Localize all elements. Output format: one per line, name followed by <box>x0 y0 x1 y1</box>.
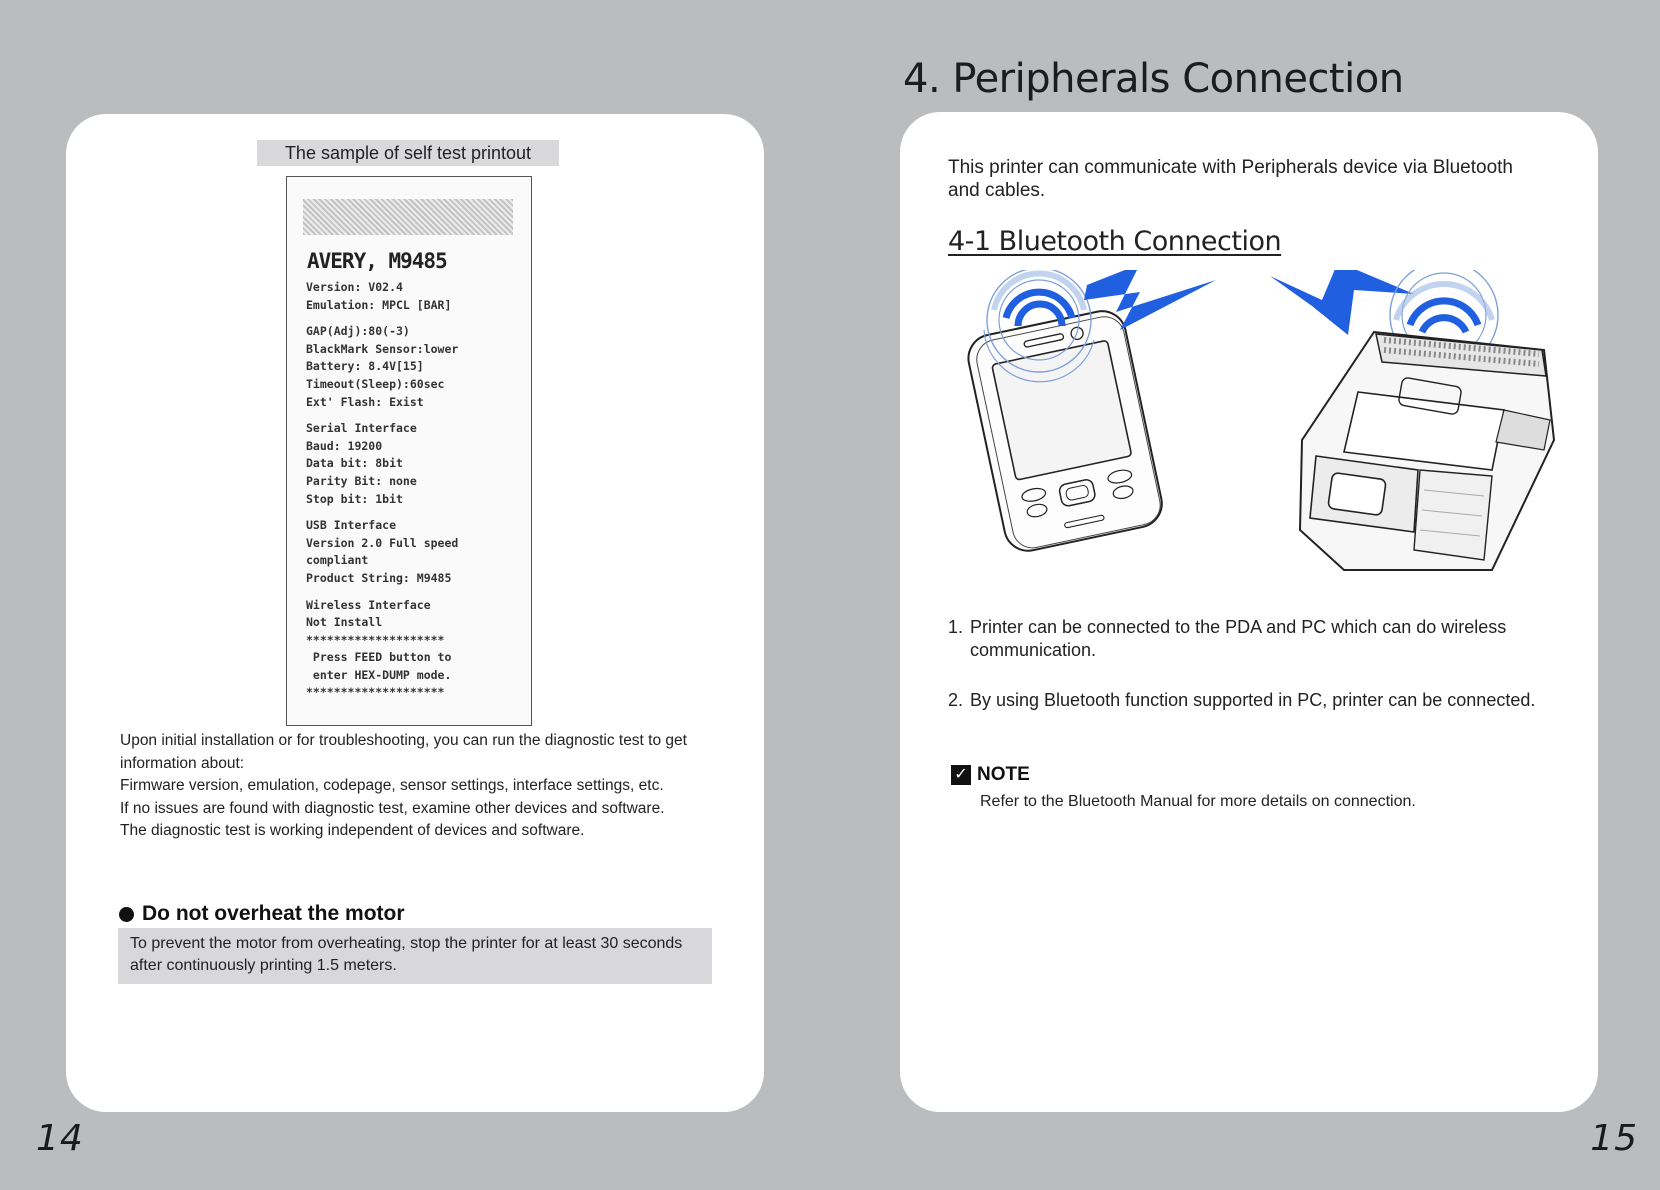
note-text: Refer to the Bluetooth Manual for more details on connection. <box>980 793 1416 810</box>
body-line: If no issues are found with diagnostic test, examine other devices and software. <box>120 799 665 817</box>
printout-header-pattern <box>303 199 513 235</box>
note-heading <box>951 764 1030 786</box>
printout-caption: The sample of self test printout <box>257 140 559 166</box>
printout-wireless-block: Wireless Interface Not Install ******************** Press FEED button to enter HEX-DUMP mode. ******************** <box>306 597 452 700</box>
page-number-right: 15 <box>1590 1118 1638 1159</box>
list-text: Printer can be connected to the PDA and PC which can do wireless communication. <box>970 617 1507 660</box>
section-title: 4. Peripherals Connection <box>903 56 1404 102</box>
subsection-title: 4-1 Bluetooth Connection <box>948 226 1282 257</box>
intro-line: This printer can communicate with Peripherals device via Bluetooth <box>948 157 1513 178</box>
list-number: 1. <box>948 617 964 637</box>
bluetooth-illustration <box>944 270 1574 590</box>
printout-lines <box>306 279 458 702</box>
right-content-panel <box>900 112 1598 1112</box>
body-line: The diagnostic test is working independent of devices and software. <box>120 822 585 839</box>
body-line: information about: <box>120 754 245 772</box>
printout-usb-block: USB Interface Version 2.0 Full speed compliant Product String: M9485 <box>306 518 459 585</box>
body-line: Firmware version, emulation, codepage, sensor settings, interface settings, etc. <box>120 777 664 794</box>
intro-line: and cables. <box>948 180 1046 201</box>
list-item <box>948 689 1588 712</box>
printout-version-block: Version: V02.4 Emulation: MPCL [BAR] <box>306 280 452 312</box>
warning-line: after continuously printing 1.5 meters. <box>130 957 397 974</box>
printout-model-title: AVERY, M9485 <box>307 249 447 273</box>
pda-device-icon <box>964 307 1166 555</box>
self-test-printout <box>286 176 532 726</box>
warning-line: To prevent the motor from overheating, stop the printer for at least 30 seconds <box>130 935 683 952</box>
list-item <box>948 616 1588 662</box>
list-text: By using Bluetooth function supported in PC, printer can be connected. <box>970 690 1536 710</box>
connection-list <box>948 616 1588 739</box>
body-line: Upon initial installation or for troubleshooting, you can run the diagnostic test to get <box>120 732 687 749</box>
note-title: NOTE <box>977 764 1030 785</box>
intro-text <box>948 156 1588 202</box>
list-number: 2. <box>948 690 964 710</box>
printout-sensor-block: GAP(Adj):80(-3) BlackMark Sensor:lower Battery: 8.4V[15] Timeout(Sleep):60sec Ext' Flash: Exist <box>306 324 459 409</box>
warning-heading <box>119 902 405 926</box>
diagnostic-description <box>120 730 720 843</box>
bluetooth-bolt-right-icon <box>1270 270 1414 335</box>
page-number-left: 14 <box>36 1118 84 1159</box>
printer-device-icon <box>1300 332 1554 570</box>
printout-serial-block: Serial Interface Baud: 19200 Data bit: 8bit Parity Bit: none Stop bit: 1bit <box>306 421 417 506</box>
checkbox-check-icon: ✓ <box>951 765 971 785</box>
warning-box <box>118 928 712 984</box>
bullet-icon <box>119 907 134 922</box>
warning-title: Do not overheat the motor <box>142 902 405 925</box>
